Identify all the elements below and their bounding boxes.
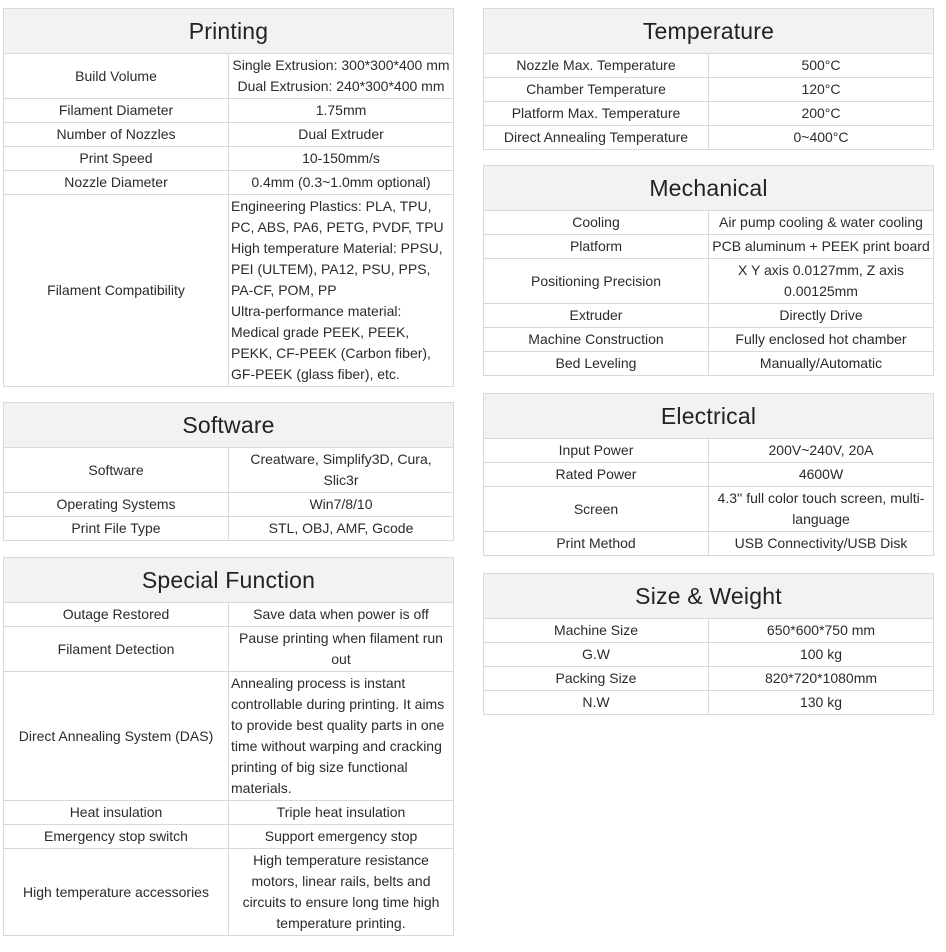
filament-compatibility-value [229, 195, 454, 387]
left-column [3, 8, 454, 952]
nozzle-max-temp-label: Nozzle Max. Temperature [484, 54, 709, 78]
rated-power-value: 4600W [709, 463, 934, 487]
table-row [484, 235, 934, 259]
gross-weight-value: 100 kg [709, 643, 934, 667]
heat-insulation-value: Triple heat insulation [229, 801, 454, 825]
rated-power-label: Rated Power [484, 463, 709, 487]
table-row [4, 801, 454, 825]
table-row [4, 627, 454, 672]
outage-value: Save data when power is off [229, 603, 454, 627]
table-row [484, 463, 934, 487]
file-type-label: Print File Type [4, 517, 229, 541]
machine-size-value: 650*600*750 mm [709, 619, 934, 643]
positioning-precision-label: Positioning Precision [484, 259, 709, 304]
platform-value: PCB aluminum + PEEK print board [709, 235, 934, 259]
table-row [4, 54, 454, 99]
mechanical-title: Mechanical [484, 166, 934, 211]
table-row [484, 532, 934, 556]
cooling-value: Air pump cooling & water cooling [709, 211, 934, 235]
build-volume-dual: Dual Extrusion: 240*300*400 mm [237, 78, 445, 94]
file-type-value: STL, OBJ, AMF, Gcode [229, 517, 454, 541]
input-power-value: 200V~240V, 20A [709, 439, 934, 463]
machine-construction-label: Machine Construction [484, 328, 709, 352]
table-row [484, 304, 934, 328]
table-row [4, 123, 454, 147]
table-row [484, 487, 934, 532]
table-row [4, 99, 454, 123]
screen-value: 4.3'' full color touch screen, multi-language [709, 487, 934, 532]
machine-size-label: Machine Size [484, 619, 709, 643]
chamber-temp-value: 120°C [709, 78, 934, 102]
machine-construction-value: Fully enclosed hot chamber [709, 328, 934, 352]
table-row [484, 54, 934, 78]
packing-size-value: 820*720*1080mm [709, 667, 934, 691]
os-label: Operating Systems [4, 493, 229, 517]
table-row [484, 259, 934, 304]
high-temp-accessories-value: High temperature resistance motors, linear rails, belts and circuits to ensure long time high temperature printing. [229, 849, 454, 936]
printing-title: Printing [4, 9, 454, 54]
table-row [4, 517, 454, 541]
heat-insulation-label: Heat insulation [4, 801, 229, 825]
annealing-temp-label: Direct Annealing Temperature [484, 126, 709, 150]
table-row [484, 352, 934, 376]
gross-weight-label: G.W [484, 643, 709, 667]
table-row [4, 849, 454, 936]
nozzle-diameter-label: Nozzle Diameter [4, 171, 229, 195]
nozzle-diameter-value: 0.4mm (0.3~1.0mm optional) [229, 171, 454, 195]
emergency-stop-label: Emergency stop switch [4, 825, 229, 849]
platform-max-temp-label: Platform Max. Temperature [484, 102, 709, 126]
print-speed-label: Print Speed [4, 147, 229, 171]
table-row [4, 171, 454, 195]
net-weight-value: 130 kg [709, 691, 934, 715]
table-row [4, 448, 454, 493]
os-value: Win7/8/10 [229, 493, 454, 517]
electrical-table [483, 393, 934, 556]
table-row [484, 619, 934, 643]
das-value: Annealing process is instant controllable during printing. It aims to provide best quality parts in one time without warping and cracking printing of big size functional materials. [229, 672, 454, 801]
software-value: Creatware, Simplify3D, Cura, Slic3r [229, 448, 454, 493]
size-weight-title: Size & Weight [484, 574, 934, 619]
table-row [4, 672, 454, 801]
annealing-temp-value: 0~400°C [709, 126, 934, 150]
table-row [484, 643, 934, 667]
special-function-title: Special Function [4, 558, 454, 603]
filament-compat-ultra: Ultra-performance material: Medical grade PEEK, PEEK, PEKK, CF-PEEK (Carbon fiber), GF-PEEK (glass fiber), etc. [231, 303, 431, 382]
input-power-label: Input Power [484, 439, 709, 463]
nozzles-value: Dual Extruder [229, 123, 454, 147]
filament-compat-high-temp: High temperature Material: PPSU, PEI (ULTEM), PA12, PSU, PPS, PA-CF, POM, PP [231, 240, 443, 298]
build-volume-single: Single Extrusion: 300*300*400 mm [232, 57, 450, 73]
table-row [484, 126, 934, 150]
software-table [3, 402, 454, 541]
net-weight-label: N.W [484, 691, 709, 715]
table-row [484, 328, 934, 352]
table-row [4, 825, 454, 849]
table-row [484, 667, 934, 691]
das-label: Direct Annealing System (DAS) [4, 672, 229, 801]
table-row [4, 147, 454, 171]
software-title: Software [4, 403, 454, 448]
filament-compatibility-label: Filament Compatibility [4, 195, 229, 387]
filament-compat-engineering: Engineering Plastics: PLA, TPU, PC, ABS, PA6, PETG, PVDF, TPU [231, 198, 444, 235]
nozzle-max-temp-value: 500°C [709, 54, 934, 78]
table-row [4, 603, 454, 627]
bed-leveling-label: Bed Leveling [484, 352, 709, 376]
outage-label: Outage Restored [4, 603, 229, 627]
table-row [4, 493, 454, 517]
cooling-label: Cooling [484, 211, 709, 235]
packing-size-label: Packing Size [484, 667, 709, 691]
emergency-stop-value: Support emergency stop [229, 825, 454, 849]
table-row [484, 102, 934, 126]
table-row [484, 211, 934, 235]
filament-diameter-label: Filament Diameter [4, 99, 229, 123]
chamber-temp-label: Chamber Temperature [484, 78, 709, 102]
build-volume-value [229, 54, 454, 99]
extruder-label: Extruder [484, 304, 709, 328]
table-row [484, 691, 934, 715]
electrical-title: Electrical [484, 394, 934, 439]
table-row [4, 195, 454, 387]
temperature-title: Temperature [484, 9, 934, 54]
table-row [484, 78, 934, 102]
print-speed-value: 10-150mm/s [229, 147, 454, 171]
right-column [483, 8, 934, 731]
build-volume-label: Build Volume [4, 54, 229, 99]
bed-leveling-value: Manually/Automatic [709, 352, 934, 376]
filament-diameter-value: 1.75mm [229, 99, 454, 123]
print-method-value: USB Connectivity/USB Disk [709, 532, 934, 556]
mechanical-table [483, 165, 934, 376]
temperature-table [483, 8, 934, 150]
filament-detection-label: Filament Detection [4, 627, 229, 672]
table-row [484, 439, 934, 463]
special-function-table [3, 557, 454, 936]
nozzles-label: Number of Nozzles [4, 123, 229, 147]
filament-detection-value: Pause printing when filament run out [229, 627, 454, 672]
size-weight-table [483, 573, 934, 715]
printing-table [3, 8, 454, 387]
platform-label: Platform [484, 235, 709, 259]
platform-max-temp-value: 200°C [709, 102, 934, 126]
screen-label: Screen [484, 487, 709, 532]
extruder-value: Directly Drive [709, 304, 934, 328]
software-label: Software [4, 448, 229, 493]
high-temp-accessories-label: High temperature accessories [4, 849, 229, 936]
print-method-label: Print Method [484, 532, 709, 556]
positioning-precision-value: X Y axis 0.0127mm, Z axis 0.00125mm [709, 259, 934, 304]
